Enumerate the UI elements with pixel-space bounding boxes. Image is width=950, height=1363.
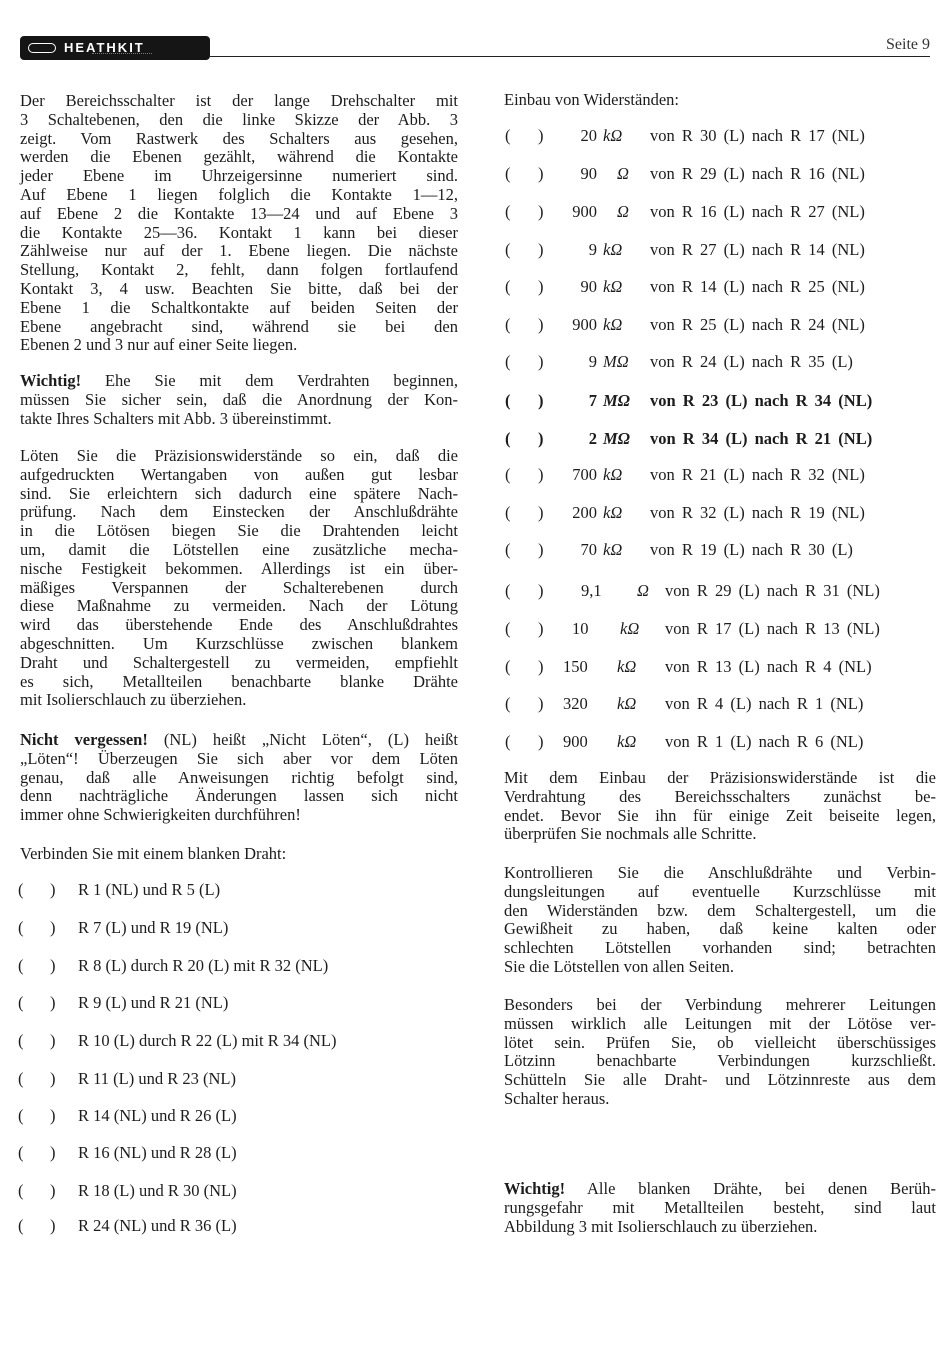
logo-text: HEATHKIT [64,40,145,55]
resistor-step[interactable]: ( ) 70 kΩ von R 19 (L) nach R 30 (L) [505,540,853,559]
checkbox[interactable]: ( [505,391,511,410]
resistor-step[interactable]: ( ) 7 MΩ von R 23 (L) nach R 34 (NL) [505,391,873,410]
resistor-step[interactable]: ( ) 900 kΩ von R 1 (L) nach R 6 (NL) [505,732,864,751]
checkbox[interactable]: ( [505,732,511,751]
resistor-intro: Einbau von Widerständen: [504,90,679,109]
checkbox[interactable]: ( [505,657,511,676]
page-header [20,36,930,64]
right-paragraph-3: Besonders bei der Verbindung mehrerer Leitungen müssen wirklich alle Leitungen mit der Lötöse ver- lötet sein. Prüfen Sie, ob vielleicht überschüssiges Lötzinn benachbarte Verbindungen kurzschließt. Schütteln Sie alle Draht- und Lötzinnreste aus dem Schalter heraus. [504,995,936,1108]
checkbox[interactable]: ( [505,694,511,713]
resistor-step[interactable]: ( ) 9 kΩ von R 27 (L) nach R 14 (NL) [505,240,865,259]
checkbox[interactable]: ( [505,581,511,600]
left-paragraph-4: Nicht vergessen! (NL) heißt „Nicht Löten“, (L) heißt „Löten“! Überzeugen Sie sich aber vor dem Löten genau, daß alle Anweisungen richtig befolgt sind, denn nachträgliche Änderungen lassen sich nicht immer ohne Schwierigkeiten durchführen! [20,730,458,825]
important-label: Wichtig! [504,1179,566,1198]
checkbox[interactable]: ( [505,315,511,334]
reminder-label: Nicht vergessen! [20,730,148,749]
checkbox[interactable]: ( [505,277,511,296]
heathkit-logo [20,36,210,60]
checkbox[interactable]: ( [505,619,511,638]
resistor-step[interactable]: ( ) 10 kΩ von R 17 (L) nach R 13 (NL) [505,619,880,638]
resistor-step[interactable]: ( ) 90 Ω von R 29 (L) nach R 16 (NL) [505,164,865,183]
logo-emblem-icon [28,43,56,53]
resistor-step[interactable]: ( ) 2 MΩ von R 34 (L) nach R 21 (NL) [505,429,873,448]
checkbox[interactable]: ( [505,352,511,371]
resistor-step[interactable]: ( ) 9,1 Ω von R 29 (L) nach R 31 (NL) [505,581,880,600]
resistor-step[interactable]: ( ) 700 kΩ von R 21 (L) nach R 32 (NL) [505,465,865,484]
important-label: Wichtig! [20,371,82,390]
checkbox[interactable]: ( [505,164,511,183]
header-rule [210,56,930,57]
checkbox[interactable]: ( [505,126,511,145]
resistor-step[interactable]: ( ) 900 Ω von R 16 (L) nach R 27 (NL) [505,202,865,221]
resistor-step[interactable]: ( ) 900 kΩ von R 25 (L) nach R 24 (NL) [505,315,865,334]
checkbox[interactable]: ( [505,202,511,221]
right-paragraph-4: Wichtig! Alle blanken Drähte, bei denen Berüh- rungsgefahr mit Metallteilen besteht, sind laut Abbildung 3 mit Isolierschlauch zu überziehen. [504,1179,936,1236]
connect-instruction: Verbinden Sie mit einem blanken Draht: [20,844,287,863]
checkbox[interactable]: ( [505,429,511,448]
right-paragraph-1: Mit dem Einbau der Präzisionswiderstände ist die Verdrahtung des Bereichsschalters zunächst be- endet. Bevor Sie ihn für einige Zeit beiseite legen, überprüfen Sie nochmals alle Schritte. [504,768,936,844]
left-paragraph-1: Der Bereichsschalter ist der lange Drehschalter mit 3 Schaltebenen, den die linke Skizze der Abb. 3 zeigt. Vom Rastwerk des Schalters aus gesehen, werden die Ebenen gezählt, während die Kontakte jeder Ebene im Uhrzeigersinne numeriert sind. Auf Ebene 1 liegen folglich die Kontakte 1—12, auf Ebene 2 die Kontakte 13—24 und auf Ebene 3 die Kontakte 25—36. Kontakt 1 kann bei dieser Zählweise nur auf der 1. Ebene liegen. Die nächste Stellung, Kontakt 2, fehlt, dann folgen fortlaufend Kontakt 3, 4 usw. Beachten Sie bitte, daß bei der Ebene 1 die Schaltkontakte auf beiden Seiten der Ebene angebracht sind, während sie bei den Ebenen 2 und 3 nur auf einer Seite liegen. [20,91,458,355]
resistor-step[interactable]: ( ) 90 kΩ von R 14 (L) nach R 25 (NL) [505,277,865,296]
resistor-step[interactable]: ( ) 150 kΩ von R 13 (L) nach R 4 (NL) [505,657,872,676]
resistor-step[interactable]: ( ) 200 kΩ von R 32 (L) nach R 19 (NL) [505,503,865,522]
resistor-step[interactable]: ( ) 9 MΩ von R 24 (L) nach R 35 (L) [505,352,853,371]
checkbox[interactable]: ( [505,540,511,559]
resistor-step[interactable]: ( ) 20 kΩ von R 30 (L) nach R 17 (NL) [505,126,865,145]
checkbox[interactable]: ( [505,465,511,484]
checkbox[interactable]: ( [505,503,511,522]
right-paragraph-2: Kontrollieren Sie die Anschlußdrähte und Verbin- dungsleitungen auf eventuelle Kurzschlüsse mit den Widerständen bzw. dem Schaltergestell, um die Gewißheit zu haben, daß keine kalten oder schlechten Lötstellen vorhanden sind; betrachten Sie die Lötstellen von allen Seiten. [504,863,936,976]
left-paragraph-3: Löten Sie die Präzisionswiderstände so ein, daß die aufgedruckten Wertangaben von außen gut lesbar sind. Sie erleichtern sich dadurch eine spätere Nach- prüfung. Nach dem Einstecken der Anschlußdrähte in die Lötösen biegen Sie die Drahtenden leicht um, damit die Lötstellen eine zusätzliche mecha- nische Festigkeit bekommen. Allerdings ist ein über- mäßiges Verspannen der Schalterebenen durch diese Maßnahme zu vermeiden. Nach der Lötung wird das überstehende Ende des Anschlußdrahtes abgeschnitten. Um Kurzschlüsse zwischen blankem Draht und Schaltergestell zu vermeiden, empfiehlt es sich, Metallteilen benachbarte blanke Drähte mit Isolierschlauch zu überziehen. [20,446,458,710]
page-number: Seite 9 [886,36,930,53]
resistor-step[interactable]: ( ) 320 kΩ von R 4 (L) nach R 1 (NL) [505,694,864,713]
checkbox[interactable]: ( [505,240,511,259]
left-paragraph-2: Wichtig! Ehe Sie mit dem Verdrahten beginnen, müssen Sie sicher sein, daß die Anordnung der Kon- takte Ihres Schalters mit Abb. 3 übereinstimmt. [20,371,458,428]
